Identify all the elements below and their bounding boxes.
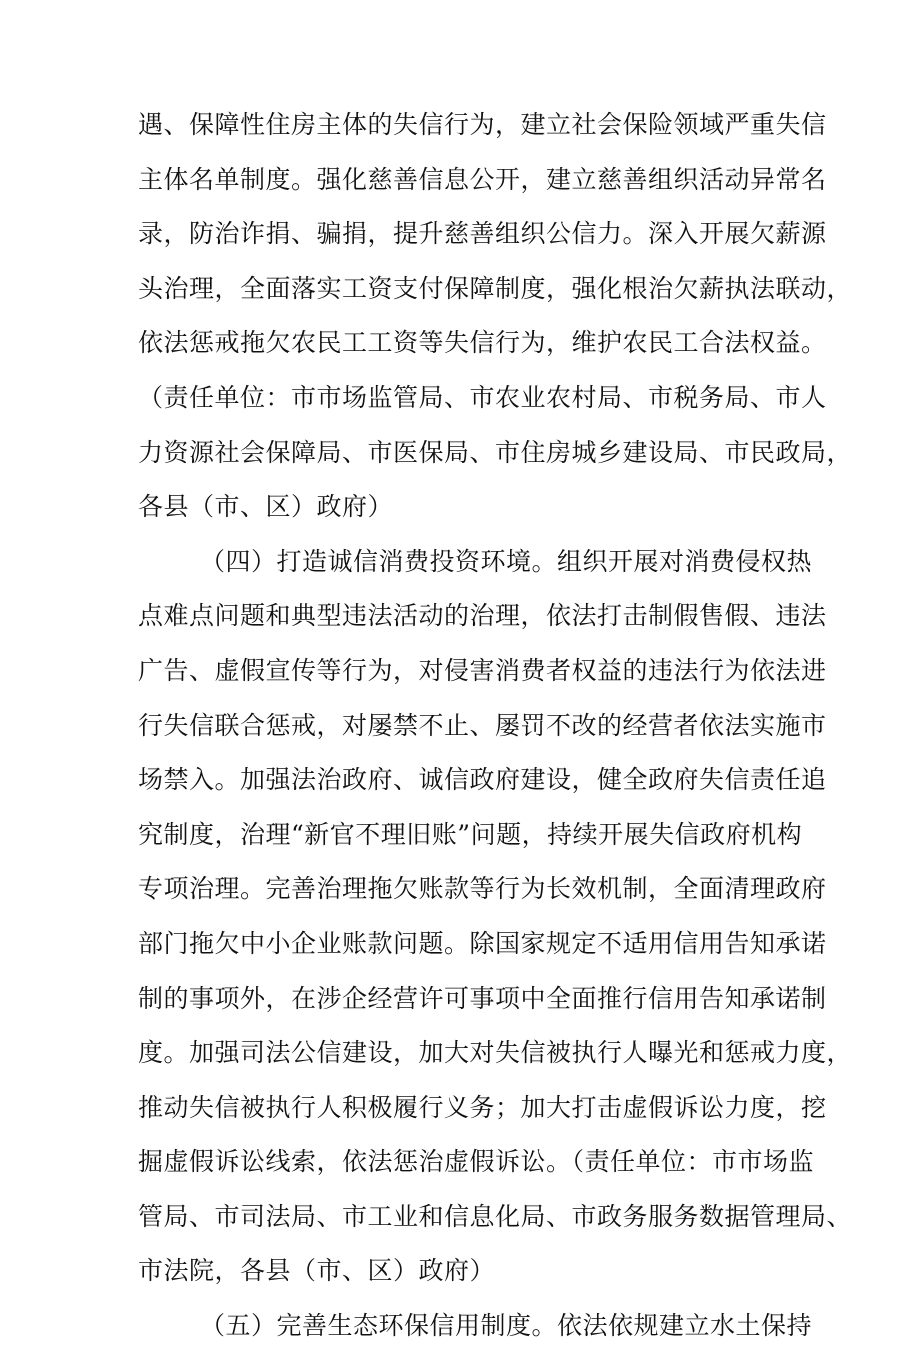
text-line: （四）打造诚信消费投资环境。组织开展对消费侵权热 [200,546,813,576]
text-line: 度。加强司法公信建设，加大对失信被执行人曝光和惩戒力度， [138,1038,853,1068]
text-line: 推动失信被执行人积极履行义务；加大打击虚假诉讼力度，挖 [138,1092,827,1122]
text-line: （责任单位：市市场监管局、市农业农村局、市税务局、市人 [138,382,827,412]
text-line: 场禁入。加强法治政府、诚信政府建设，健全政府失信责任追 [138,765,827,795]
text-line: 依法惩戒拖欠农民工工资等失信行为，维护农民工合法权益。 [138,328,827,358]
text-line: 掘虚假诉讼线索，依法惩治虚假诉讼。（责任单位：市市场监 [138,1147,815,1177]
text-line: 行失信联合惩戒，对屡禁不止、屡罚不改的经营者依法实施市 [138,710,827,740]
text-line: （五）完善生态环保信用制度。依法依规建立水土保持 [200,1311,813,1341]
document-body [138,98,853,1354]
text-line: 广告、虚假宣传等行为，对侵害消费者权益的违法行为依法进 [138,655,827,685]
text-line: 究制度，治理“新官不理旧账”问题，持续开展失信政府机构 [138,819,803,849]
text-line: 管局、市司法局、市工业和信息化局、市政务服务数据管理局、 [138,1201,853,1231]
text-line: 制的事项外，在涉企经营许可事项中全面推行信用告知承诺制 [138,983,827,1013]
text-line: 市法院，各县（市、区）政府） [138,1256,496,1286]
text-line: 部门拖欠中小企业账款问题。除国家规定不适用信用告知承诺 [138,928,827,958]
text-line: 各县（市、区）政府） [138,492,394,522]
text-line: 专项治理。完善治理拖欠账款等行为长效机制，全面清理政府 [138,874,827,904]
text-line: 点难点问题和典型违法活动的治理，依法打击制假售假、违法 [138,601,827,631]
text-line: 头治理，全面落实工资支付保障制度，强化根治欠薪执法联动， [138,273,853,303]
text-line: 录，防治诈捐、骗捐，提升慈善组织公信力。深入开展欠薪源 [138,219,827,249]
text-line: 力资源社会保障局、市医保局、市住房城乡建设局、市民政局， [138,437,853,467]
text-line: 主体名单制度。强化慈善信息公开，建立慈善组织活动异常名 [138,164,827,194]
text-line: 遇、保障性住房主体的失信行为，建立社会保险领域严重失信 [138,110,827,139]
